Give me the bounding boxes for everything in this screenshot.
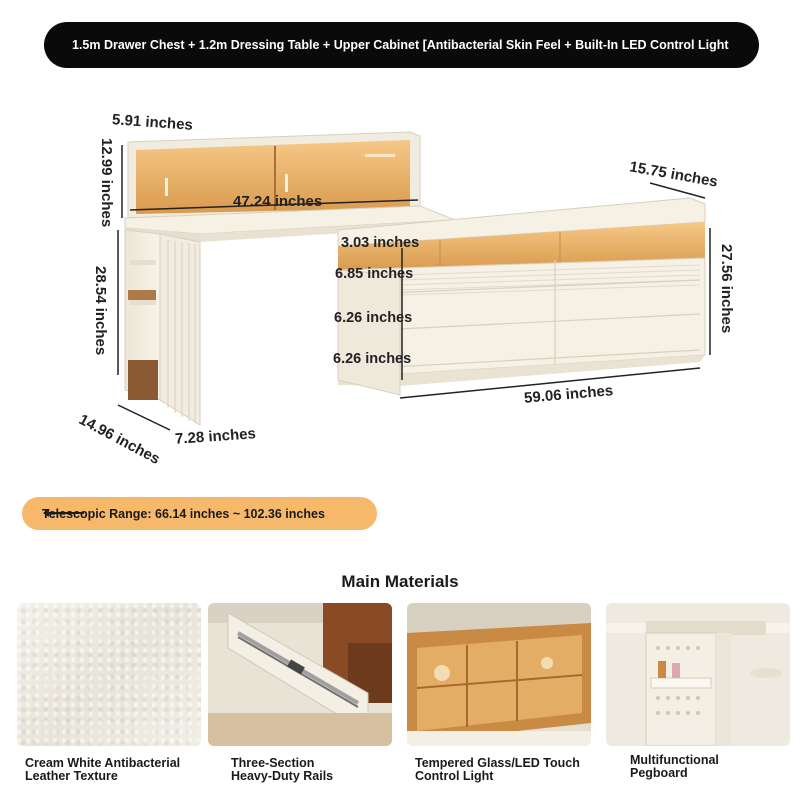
caption-line: Cream White Antibacterial: [25, 756, 181, 770]
dim-desk-height: 28.54 inches: [92, 266, 109, 356]
dim-desk-depth: 14.96 inches: [76, 411, 163, 468]
material-card-rails: [208, 603, 392, 783]
materials-heading: Main Materials: [341, 572, 459, 591]
material-card-pegboard: [606, 603, 790, 780]
pegboard-image: [606, 603, 790, 746]
caption-line: Pegboard: [630, 766, 688, 780]
dim-drawer-3: 6.26 inches: [333, 351, 412, 367]
dim-drawer-top: 3.03 inches: [341, 235, 420, 251]
dim-upper-height: 12.99 inches: [98, 138, 115, 228]
caption-line: Control Light: [415, 769, 494, 783]
telescopic-range-badge: [22, 497, 377, 530]
caption-line: Multifunctional: [630, 753, 719, 767]
leather-texture-image: [17, 603, 201, 746]
dim-drawer-1: 6.85 inches: [335, 266, 414, 282]
material-caption: [407, 757, 591, 783]
dim-chest-width: 59.06 inches: [523, 382, 614, 407]
telescopic-range-text: Telescopic Range: 66.14 inches ~ 102.36 inches: [42, 506, 325, 521]
title-text: 1.5m Drawer Chest + 1.2m Dressing Table + Upper Cabinet [Antibacterial Skin Feel + Built-In LED Control Light: [72, 38, 729, 52]
caption-line: Leather Texture: [25, 769, 118, 783]
dim-leg-width: 7.28 inches: [174, 425, 257, 448]
dim-drawer-2: 6.26 inches: [334, 310, 413, 326]
title-banner: [44, 22, 759, 68]
material-caption: [208, 757, 392, 783]
product-illustration: [0, 80, 800, 480]
material-caption: [17, 757, 201, 783]
material-caption: [606, 754, 790, 780]
dim-desk-width: 47.24 inches: [233, 193, 323, 210]
dim-upper-depth: 5.91 inches: [111, 111, 194, 134]
dim-chest-height: 27.56 inches: [718, 244, 735, 334]
caption-line: Heavy-Duty Rails: [231, 769, 334, 783]
material-card-leather: [17, 603, 201, 783]
rails-image: [208, 603, 392, 746]
dim-chest-depth: 15.75 inches: [628, 158, 720, 191]
caption-line: Tempered Glass/LED Touch: [415, 756, 580, 770]
caption-line: Three-Section: [231, 756, 315, 770]
material-card-glass: [407, 603, 591, 783]
glass-drawer-image: [407, 603, 591, 746]
